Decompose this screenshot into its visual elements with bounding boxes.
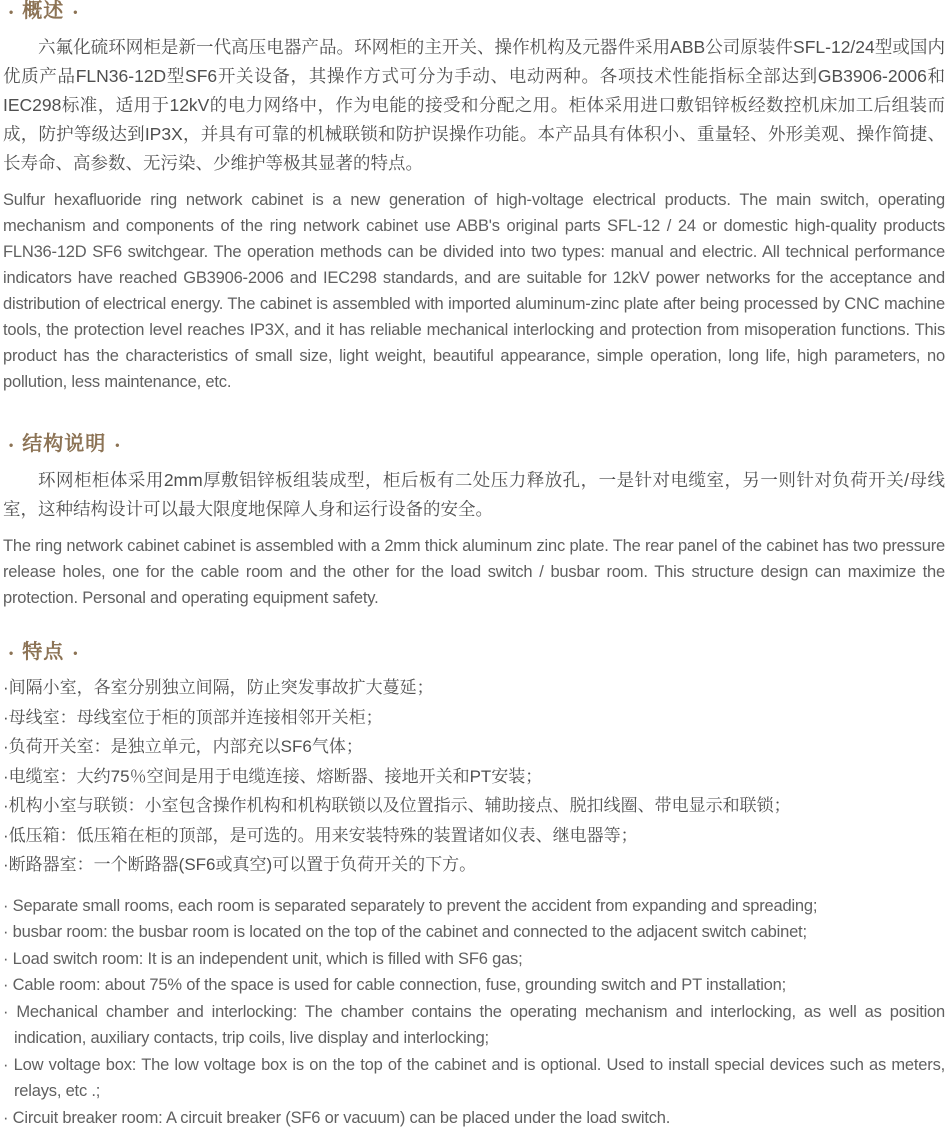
feature-item-en: · Mechanical chamber and interlocking: The chamber contains the operating mechanism and interlocking, as well as position indication, auxiliary contacts, trip coils, live display and interlocking; — [3, 1002, 945, 1047]
feature-item-zh: ·母线室：母线室位于柜的顶部并连接相邻开关柜； — [3, 707, 383, 727]
heading-label-features: 特点 — [22, 641, 65, 663]
heading-dot-left: • — [9, 437, 14, 452]
heading-dot-right: • — [73, 645, 78, 660]
section-heading-overview — [3, 0, 945, 23]
heading-dot-right: • — [73, 4, 78, 19]
section-heading-structure — [3, 433, 945, 456]
feature-item-en: · Load switch room: It is an independent unit, which is filled with SF6 gas; — [3, 949, 523, 968]
feature-item-en: · Cable room: about 75% of the space is used for cable connection, fuse, grounding switch and PT installation; — [3, 976, 787, 994]
heading-label-overview: 概述 — [22, 0, 65, 22]
section-features — [3, 641, 945, 1131]
structure-paragraph-zh: 环网柜柜体采用2mm厚敷铝锌板组装成型，柜后板有二处压力释放孔，一是针对电缆室，另一则针对负荷开关/母线室，这种结构设计可以最大限度地保障人身和运行设备的安全。 — [3, 470, 945, 519]
feature-item-en: · Separate small rooms, each room is separated separately to prevent the accident from expanding and spreading; — [3, 896, 818, 915]
heading-dot-right: • — [115, 437, 120, 452]
feature-item-zh: ·机构小室与联锁：小室包含操作机构和机构联锁以及位置指示、辅助接点、脱扣线圈、带电显示和联锁； — [3, 796, 791, 815]
section-heading-features — [3, 641, 945, 664]
heading-label-structure: 结构说明 — [22, 433, 107, 455]
overview-paragraph-en: Sulfur hexafluoride ring network cabinet is a new generation of high-voltage electrical products. The main switch, operating mechanism and components of the ring network cabinet use ABB's original parts SFL-12 / 24 or domestic high-quality products FLN36-12D SF6 switchgear. The operation methods can be divided into two types: manual and electric. All technical performance indicators have reached GB3906-2006 and IEC298 standards, and are suitable for 12kV power networks for the acceptance and distribution of electrical energy. The cabinet is assembled with imported aluminum-zinc plate after being processed by CNC machine tools, the protection level reaches IP3X, and it has reliable mechanical interlocking and protection from misoperation functions. This product has the characteristics of small size, light weight, beautiful appearance, simple operation, long life, high parameters, no pollution, less maintenance, etc. — [3, 191, 945, 391]
features-list-zh — [3, 673, 945, 880]
structure-paragraph-en: The ring network cabinet cabinet is assembled with a 2mm thick aluminum zinc plate. The rear panel of the cabinet has two pressure release holes, one for the cable room and the other for the load switch / busbar room. This structure design can maximize the protection. Personal and operating equipment safety. — [3, 537, 945, 607]
feature-item-zh: ·间隔小室，各室分别独立间隔，防止突发事故扩大蔓延； — [3, 678, 434, 697]
feature-item-en: · Circuit breaker room: A circuit breaker (SF6 or vacuum) can be placed under the load switch. — [3, 1108, 671, 1127]
feature-item-zh: ·低压箱：低压箱在柜的顶部，是可选的。用来安装特殊的装置诸如仪表、继电器等； — [3, 825, 638, 845]
feature-item-en: · busbar room: the busbar room is located on the top of the cabinet and connected to the adjacent switch cabinet; — [3, 923, 807, 941]
overview-paragraph-zh: 六氟化硫环网柜是新一代高压电器产品。环网柜的主开关、操作机构及元器件采用ABB公司原装件SFL-12/24型或国内优质产品FLN36-12D型SF6开关设备，其操作方式可分为手动、电动两种。各项技术性能指标全部达到GB3906-2006和IEC298标准，适用于12kV的电力网络中，作为电能的接受和分配之用。柜体采用进口敷铝锌板经数控机床加工后组装而成，防护等级达到IP3X，并具有可靠的机械联锁和防护误操作功能。本产品具有体积小、重量轻、外形美观、操作简捷、长寿命、高参数、无污染、少维护等极其显著的特点。 — [3, 37, 945, 173]
heading-dot-left: • — [9, 645, 14, 660]
feature-item-zh: ·电缆室：大约75％空间是用于电缆连接、熔断器、接地开关和PT安装； — [3, 766, 543, 786]
heading-dot-left: • — [9, 4, 14, 19]
section-structure — [3, 433, 945, 611]
features-list-en — [3, 893, 945, 1132]
feature-item-en: · Low voltage box: The low voltage box is on the top of the cabinet and is optional. Used to install special devices such as meters, relays, etc .; — [3, 1055, 945, 1100]
section-overview — [3, 0, 945, 395]
feature-item-zh: ·断路器室：一个断路器(SF6或真空)可以置于负荷开关的下方。 — [3, 855, 477, 874]
feature-item-zh: ·负荷开关室：是独立单元，内部充以SF6气体； — [3, 737, 363, 756]
